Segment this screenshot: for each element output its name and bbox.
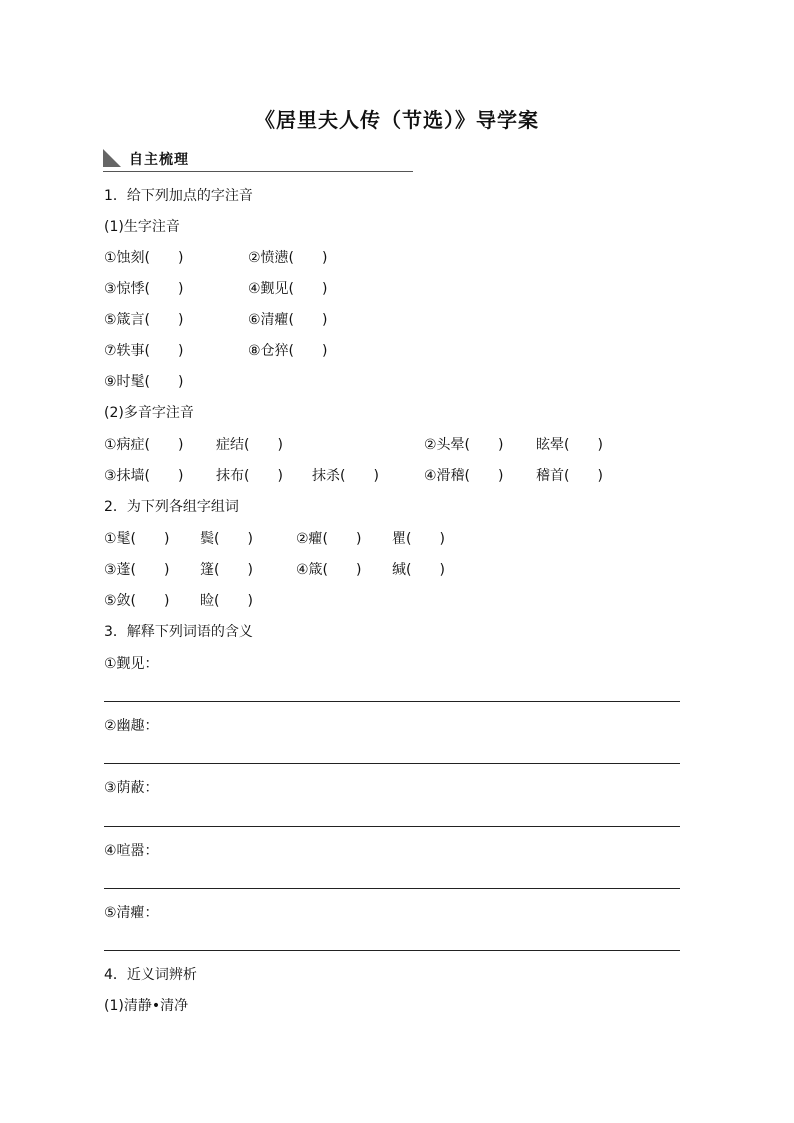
q1-item: ③惊悸( ) [104,281,184,297]
q1-item: ①蚀刻( ) [104,250,184,266]
q1-subheading-2: (2)多音字注音 [104,405,194,421]
q1-polyphone-item: 抹杀( ) [312,468,379,484]
q1-item: ⑤箴言( ) [104,312,184,328]
q2-item: 缄( ) [392,562,445,578]
q3-term: ⑤清癯： [104,905,159,921]
q1-item: ④觐见( ) [248,281,328,297]
q1-polyphone-item: ①病症( ) [104,437,184,453]
section-label: 自主梳理 [129,152,189,168]
q1-item: ⑥清癯( ) [248,312,328,328]
q1-heading: 1．给下列加点的字注音 [104,188,253,204]
answer-line[interactable] [104,701,680,702]
q1-polyphone-item: ②头晕( ) [424,437,504,453]
q1-item: ②愤懑( ) [248,250,328,266]
answer-line[interactable] [104,950,680,951]
q3-heading: 3．解释下列词语的含义 [104,624,253,640]
q1-polyphone-item: 眩晕( ) [536,437,603,453]
q1-polyphone-item: 症结( ) [216,437,283,453]
q2-item: ⑤敛( ) [104,593,170,609]
q1-polyphone-item: ④滑稽( ) [424,468,504,484]
q1-polyphone-item: 抹布( ) [216,468,283,484]
q1-subheading-1: (1)生字注音 [104,219,180,235]
q3-term: ①觐见： [104,656,159,672]
q3-term: ④喧嚣： [104,843,159,859]
q4-heading: 4．近义词辨析 [104,967,197,983]
q2-item: 睑( ) [200,593,253,609]
q1-item: ⑦轶事( ) [104,343,184,359]
q2-item: ②癯( ) [296,531,362,547]
q2-item: ④箴( ) [296,562,362,578]
q3-term: ③荫蔽： [104,780,159,796]
q2-item: 鬓( ) [200,531,253,547]
q1-polyphone-item: 稽首( ) [536,468,603,484]
q2-item: ③蓬( ) [104,562,170,578]
answer-line[interactable] [104,763,680,764]
q4-subheading-1: (1)清静•清净 [104,998,189,1014]
q2-item: 篷( ) [200,562,253,578]
answer-line[interactable] [104,888,680,889]
section-header [103,149,413,172]
q1-item: ⑧仓猝( ) [248,343,328,359]
page-title: 《居里夫人传（节选）》导学案 [255,108,539,132]
q2-item: ①髦( ) [104,531,170,547]
answer-line[interactable] [104,826,680,827]
q1-item: ⑨时髦( ) [104,374,184,390]
q3-term: ②幽趣： [104,718,159,734]
q2-heading: 2．为下列各组字组词 [104,499,239,515]
q1-polyphone-item: ③抹墙( ) [104,468,184,484]
q2-item: 瞿( ) [392,531,445,547]
section-marker-icon [103,149,121,167]
